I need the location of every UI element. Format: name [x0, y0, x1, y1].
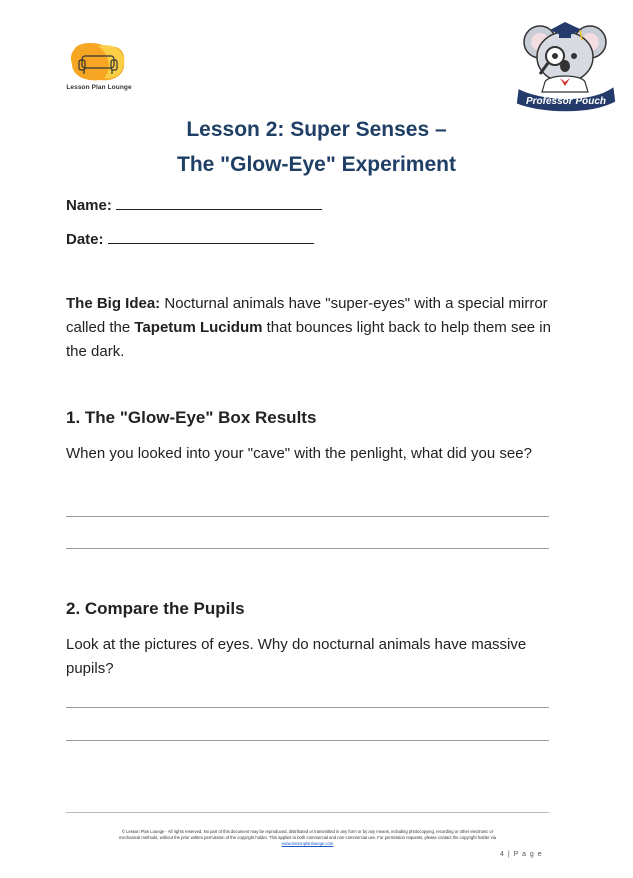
- section-1-question: When you looked into your "cave" with the penlight, what did you see?: [66, 445, 532, 462]
- big-idea-term: Tapetum Lucidum: [134, 319, 263, 336]
- page-title-line-2: The "Glow-Eye" Experiment: [177, 153, 456, 176]
- sofa-logo-icon: [68, 42, 128, 82]
- big-idea-label: The Big Idea:: [66, 295, 161, 312]
- big-idea-text-before: Nocturnal animals have "super-eyes" with a special mirror called the: [66, 295, 548, 336]
- section-2-answer-line-2[interactable]: [66, 740, 549, 741]
- date-field[interactable]: [66, 229, 314, 248]
- page-title-line-1: Lesson 2: Super Senses –: [186, 118, 447, 141]
- mascot-banner-text: Professor Pouch: [525, 96, 607, 107]
- date-label: Date:: [66, 231, 104, 248]
- professor-pouch-mascot-icon: [510, 12, 620, 112]
- section-1-heading: 1. The "Glow-Eye" Box Results: [66, 408, 317, 427]
- copyright-line-2: mechanical methods, without the prior written permission of the copyright holder. This applies to both commercial and non-commercial use. For permission requests, please contact the copyright holder via: [119, 835, 496, 840]
- page-number: 4 | P a g e: [500, 851, 543, 858]
- date-answer-line[interactable]: [108, 229, 314, 244]
- section-2-answer-line-1[interactable]: [66, 707, 549, 708]
- website-link[interactable]: www.lessonplanlounge.com: [281, 841, 334, 846]
- section-1-answer-line-2[interactable]: [66, 548, 549, 549]
- logo-text: Lesson Plan Lounge: [66, 84, 132, 91]
- lesson-plan-lounge-logo: [64, 42, 134, 96]
- copyright-line-1: © Lesson Plan Lounge - All rights reserved. No part of this document may be reproduced, distributed or transmitted in any form or by any means, including photocopying, recording or other electronic or: [121, 829, 494, 834]
- big-idea-paragraph: [66, 292, 566, 364]
- footer-divider: [66, 812, 549, 813]
- name-field[interactable]: [66, 195, 322, 214]
- name-label: Name:: [66, 197, 112, 214]
- section-2-heading: 2. Compare the Pupils: [66, 599, 245, 618]
- section-1-answer-line-1[interactable]: [66, 516, 549, 517]
- big-idea-text-after: that bounces light back to help them see in the dark.: [66, 319, 551, 360]
- name-answer-line[interactable]: [116, 195, 322, 210]
- section-2-question: Look at the pictures of eyes. Why do nocturnal animals have massive pupils?: [66, 636, 527, 677]
- copyright-notice: [66, 829, 549, 847]
